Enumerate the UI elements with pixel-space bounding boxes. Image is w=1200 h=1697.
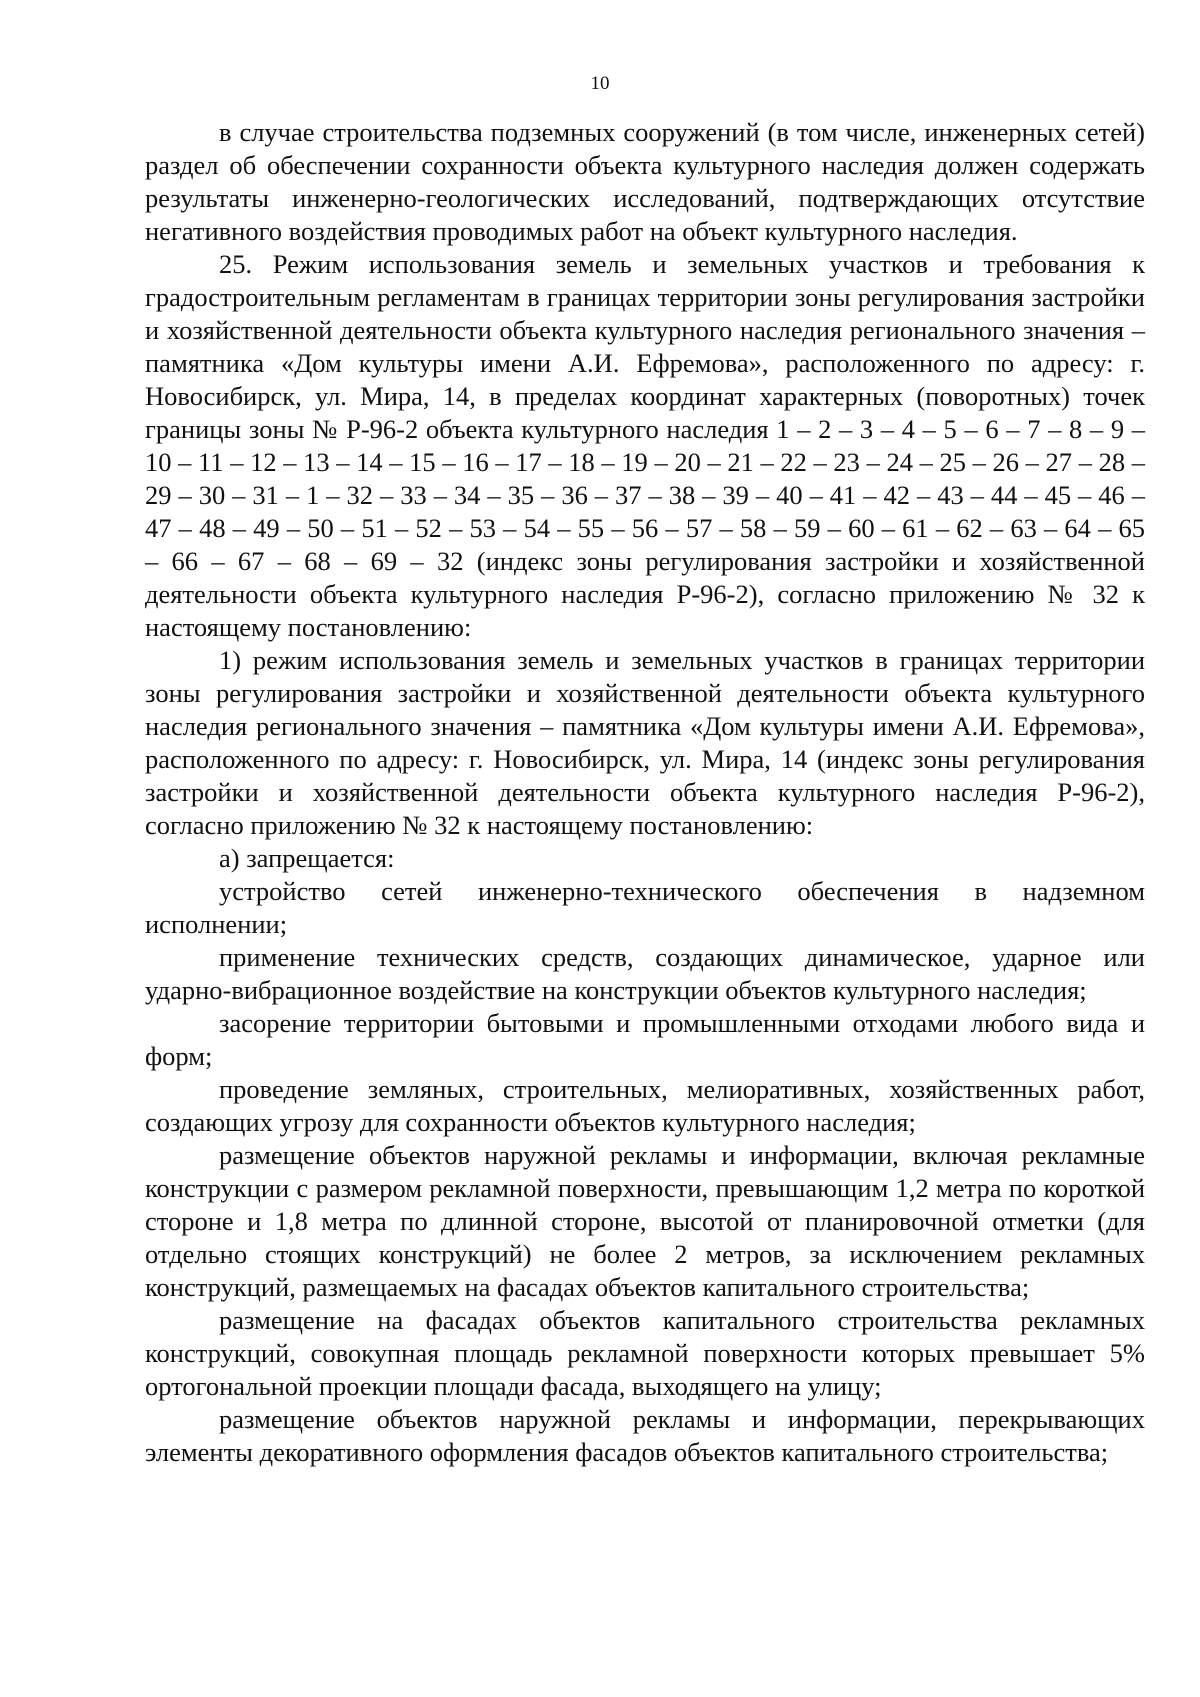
paragraph-item-25: 25. Режим использования земель и земельных участков и требования к градостроительным регламентам в границах территории зоны регулирования застройки и хозяйственной деятельности объекта культурного наследия регионального значения – памятника «Дом культуры имени А.И. Ефремова», расположенного по адресу: г. Новосибирск, ул. Мира, 14, в пределах координат характерных (поворотных) точек границы зоны № Р-96-2 объекта культурного наследия 1 – 2 – 3 – 4 – 5 – 6 – 7 – 8 – 9 – 10 – 11 – 12 – 13 – 14 – 15 – 16 – 17 – 18 – 19 – 20 – 21 – 22 – 23 – 24 – 25 – 26 – 27 – 28 – 29 – 30 – 31 – 1 – 32 – 33 – 34 – 35 – 36 – 37 – 38 – 39 – 40 – 41 – 42 – 43 – 44 – 45 – 46 – 47 – 48 – 49 – 50 – 51 – 52 – 53 – 54 – 55 – 56 – 57 – 58 – 59 – 60 – 61 – 62 – 63 – 64 – 65 – 66 – 67 – 68 – 69 – 32 (индекс зоны регулирования застройки и хозяйственной деятельности объекта культурного наследия Р-96-2), согласно приложению № 32 к настоящему постановлению: — [145, 249, 1145, 642]
document-body — [145, 116, 1145, 1469]
paragraph-underground-construction: в случае строительства подземных сооружений (в том числе, инженерных сетей) раздел об обеспечении сохранности объекта культурного наследия должен содержать результаты инженерно-геологических исследований, подтверждающих отсутствие негативного воздействия проводимых работ на объект культурного наследия. — [145, 117, 1145, 246]
paragraph-prohibited-heading: а) запрещается: — [219, 843, 395, 873]
paragraph-dynamic-impact: применение технических средств, создающих динамическое, ударное или ударно-вибрационное воздействие на конструкции объектов культурного наследия; — [145, 942, 1145, 1005]
paragraph-outdoor-advertising: размещение объектов наружной рекламы и информации, включая рекламные конструкции с размером рекламной поверхности, превышающим 1,2 метра по короткой стороне и 1,8 метра по длинной стороне, высотой от планировочной отметки (для отдельно стоящих конструкций) не более 2 метров, за исключением рекламных конструкций, размещаемых на фасадах объектов капитального строительства; — [145, 1140, 1145, 1302]
paragraph-subitem-1: 1) режим использования земель и земельных участков в границах территории зоны регулирования застройки и хозяйственной деятельности объекта культурного наследия регионального значения – памятника «Дом культуры имени А.И. Ефремова», расположенного по адресу: г. Новосибирск, ул. Мира, 14 (индекс зоны регулирования застройки и хозяйственной деятельности объекта культурного наследия Р-96-2), согласно приложению № 32 к настоящему постановлению: — [145, 645, 1145, 840]
paragraph-overhead-networks: устройство сетей инженерно-технического обеспечения в надземном исполнении; — [145, 876, 1145, 939]
paragraph-earthworks: проведение земляных, строительных, мелиоративных, хозяйственных работ, создающих угрозу для сохранности объектов культурного наследия; — [145, 1074, 1145, 1137]
page-number: 10 — [590, 73, 610, 94]
paragraph-decorative-elements: размещение объектов наружной рекламы и информации, перекрывающих элементы декоративного оформления фасадов объектов капитального строительства; — [145, 1404, 1145, 1467]
paragraph-littering: засорение территории бытовыми и промышленными отходами любого вида и форм; — [145, 1008, 1145, 1071]
paragraph-facade-advertising: размещение на фасадах объектов капитального строительства рекламных конструкций, совокупная площадь рекламной поверхности которых превышает 5% ортогональной проекции площади фасада, выходящего на улицу; — [145, 1305, 1145, 1401]
